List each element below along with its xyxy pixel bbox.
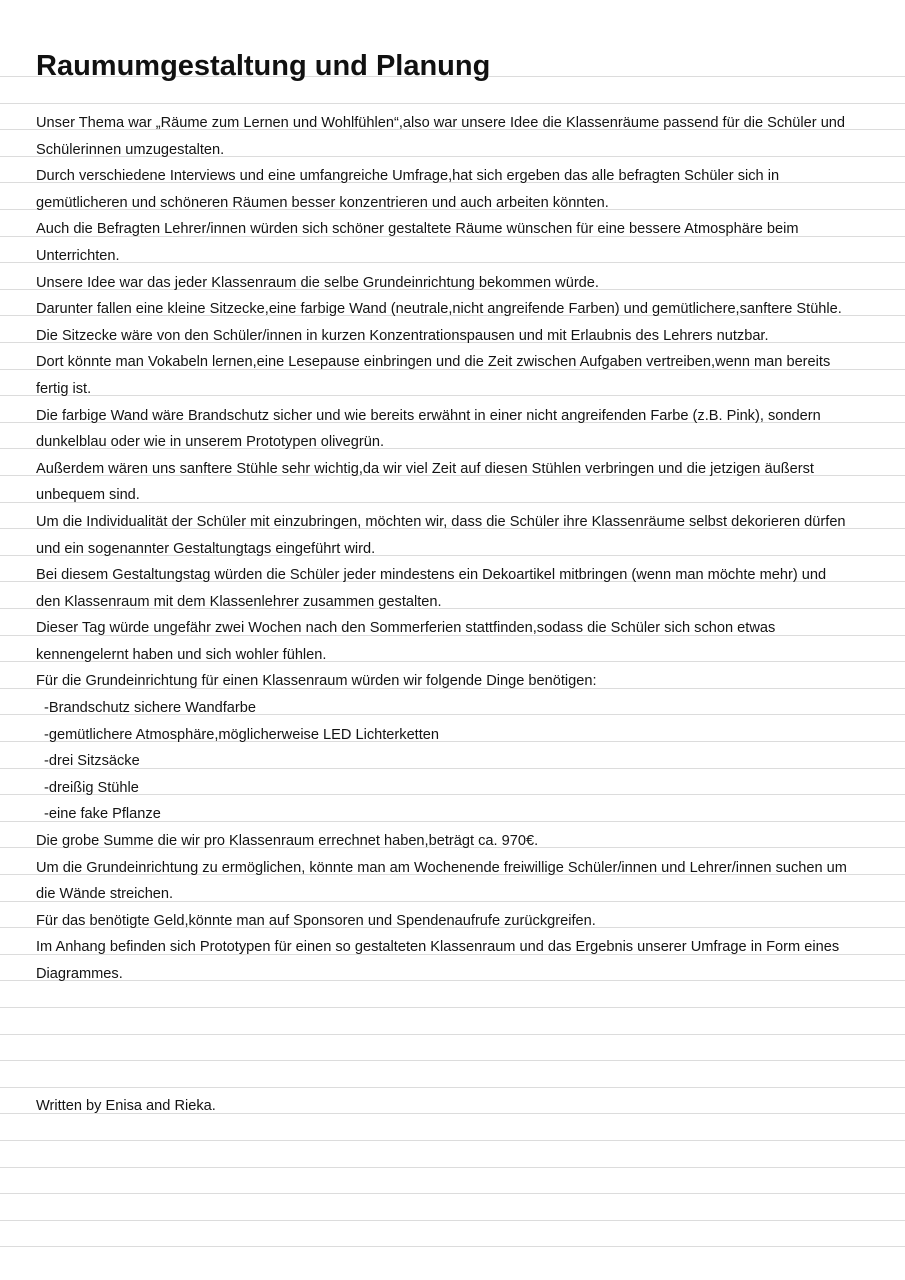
text-line: Dieser Tag würde ungefähr zwei Wochen nach den Sommerferien stattfinden,sodass die Schüler sich schon etwas: [36, 620, 776, 637]
text-line: Dort könnte man Vokabeln lernen,eine Lesepause einbringen und die Zeit zwischen Aufgaben vertreiben,wenn man bereits: [36, 354, 831, 371]
text-line: Auch die Befragten Lehrer/innen würden sich schöner gestaltete Räume wünschen für eine bessere Atmosphäre beim: [36, 221, 799, 238]
page-title: Raumumgestaltung und Planung: [36, 50, 491, 82]
text-line: den Klassenraum mit dem Klassenlehrer zusammen gestalten.: [36, 593, 442, 610]
text-line: und ein sogenannter Gestaltungtags eingeführt wird.: [36, 540, 376, 557]
ruled-line: [0, 1140, 905, 1141]
text-line: Schülerinnen umzugestalten.: [36, 141, 225, 158]
text-line: die Wände streichen.: [36, 886, 174, 903]
document-body: [36, 110, 876, 988]
text-line: Um die Individualität der Schüler mit einzubringen, möchten wir, dass die Schüler ihre Klassenräume selbst dekorieren dürfen: [36, 513, 846, 530]
ruled-line: [0, 1167, 905, 1168]
list-item: -drei Sitzsäcke: [44, 753, 140, 770]
text-line: kennengelernt haben und sich wohler fühlen.: [36, 646, 327, 663]
ruled-line: [0, 1007, 905, 1008]
text-line: Die farbige Wand wäre Brandschutz sicher und wie bereits erwähnt in einer nicht angreifenden Farbe (z.B. Pink), sondern: [36, 407, 821, 424]
text-line: Für die Grundeinrichtung für einen Klassenraum würden wir folgende Dinge benötigen:: [36, 673, 597, 690]
ruled-line: [0, 1246, 905, 1247]
list-item: -Brandschutz sichere Wandfarbe: [44, 700, 256, 717]
text-line: Die grobe Summe die wir pro Klassenraum errechnet haben,beträgt ca. 970€.: [36, 833, 539, 850]
ruled-line: [0, 1034, 905, 1035]
signature: Written by Enisa and Rieka.: [36, 1098, 216, 1114]
text-line: Im Anhang befinden sich Prototypen für einen so gestalteten Klassenraum und das Ergebnis unserer Umfrage in Form eines: [36, 939, 840, 956]
text-line: Durch verschiedene Interviews und eine umfangreiche Umfrage,hat sich ergeben das alle befragten Schüler sich in: [36, 168, 780, 185]
text-line: Unterrichten.: [36, 247, 120, 264]
list-item: -gemütlichere Atmosphäre,möglicherweise LED Lichterketten: [44, 726, 440, 743]
text-line: Außerdem wären uns sanftere Stühle sehr wichtig,da wir viel Zeit auf diesen Stühlen verbringen und die jetzigen äußerst: [36, 460, 814, 477]
text-line: gemütlicheren und schöneren Räumen besser konzentrieren und auch arbeiten könnten.: [36, 194, 609, 211]
text-line: Bei diesem Gestaltungstag würden die Schüler jeder mindestens ein Dekoartikel mitbringen (wenn man möchte mehr) und: [36, 567, 827, 584]
ruled-line: [0, 103, 905, 104]
text-line: Unser Thema war „Räume zum Lernen und Wohlfühlen“,also war unsere Idee die Klassenräume passend für die Schüler und: [36, 115, 846, 131]
text-line: Für das benötigte Geld,könnte man auf Sponsoren und Spendenaufrufe zurückgreifen.: [36, 912, 596, 929]
text-line: dunkelblau oder wie in unserem Prototypen olivegrün.: [36, 434, 385, 451]
ruled-line: [0, 1060, 905, 1061]
text-line: fertig ist.: [36, 380, 92, 397]
list-item: -dreißig Stühle: [44, 779, 139, 796]
text-line: Um die Grundeinrichtung zu ermöglichen, könnte man am Wochenende freiwillige Schüler/innen und Lehrer/innen suchen um: [36, 859, 847, 876]
text-line: Unsere Idee war das jeder Klassenraum die selbe Grundeinrichtung bekommen würde.: [36, 274, 599, 291]
ruled-line: [0, 1220, 905, 1221]
text-line: Diagrammes.: [36, 966, 123, 982]
list-item: -eine fake Pflanze: [44, 806, 161, 823]
ruled-line: [0, 1193, 905, 1194]
text-line: Darunter fallen eine kleine Sitzecke,eine farbige Wand (neutrale,nicht angreifende Farben) und gemütlichere,sanftere Stühle.: [36, 301, 842, 318]
ruled-line: [0, 1087, 905, 1088]
text-line: unbequem sind.: [36, 487, 140, 504]
text-line: Die Sitzecke wäre von den Schüler/innen in kurzen Konzentrationspausen und mit Erlaubnis des Lehrers nutzbar.: [36, 327, 769, 344]
